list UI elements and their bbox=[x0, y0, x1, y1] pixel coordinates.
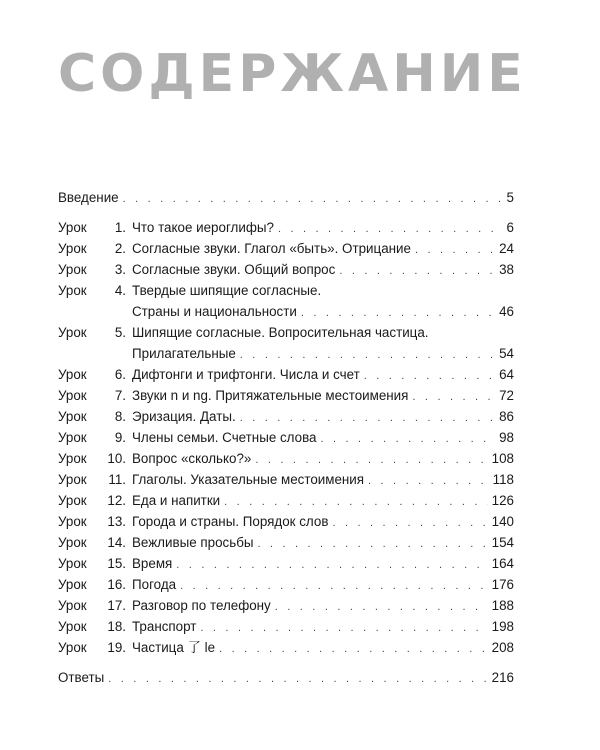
leader-dots bbox=[368, 471, 489, 492]
lesson-word: Урок bbox=[58, 451, 87, 466]
lesson-list bbox=[58, 217, 514, 658]
lesson-number: 14. bbox=[107, 535, 126, 550]
toc-entry-lesson bbox=[58, 322, 514, 364]
lesson-title: Разговор по телефону bbox=[132, 598, 271, 613]
toc-entry-lesson bbox=[58, 259, 514, 280]
lesson-word: Урок bbox=[58, 493, 87, 508]
lesson-word: Урок bbox=[58, 388, 87, 403]
lesson-number: 13. bbox=[107, 514, 126, 529]
toc-page-number: 216 bbox=[491, 670, 514, 685]
lesson-title: Звуки n и ng. Притяжательные местоимения bbox=[132, 388, 409, 403]
lesson-title: Согласные звуки. Глагол «быть». Отрицание bbox=[132, 241, 411, 256]
leader-dots bbox=[200, 618, 487, 639]
toc-page-number: 86 bbox=[499, 409, 514, 424]
leader-dots bbox=[176, 555, 487, 576]
toc-entry-lesson bbox=[58, 616, 514, 637]
toc-page-number: 72 bbox=[499, 388, 514, 403]
toc-entry-lesson bbox=[58, 217, 514, 238]
lesson-title: Что такое иероглифы? bbox=[132, 220, 274, 235]
table-of-contents bbox=[58, 187, 514, 688]
lesson-title: Эризация. Даты. bbox=[132, 409, 236, 424]
lesson-number: 1. bbox=[114, 220, 126, 235]
toc-entry-lesson bbox=[58, 574, 514, 595]
lesson-word: Урок bbox=[58, 430, 87, 445]
lesson-number: 2. bbox=[114, 241, 126, 256]
lesson-number: 19. bbox=[107, 640, 126, 655]
lesson-word: Урок bbox=[58, 367, 87, 382]
lesson-number: 9. bbox=[114, 430, 126, 445]
lesson-title: Транспорт bbox=[132, 619, 197, 634]
lesson-word: Урок bbox=[58, 325, 87, 340]
lesson-number: 18. bbox=[107, 619, 126, 634]
toc-entry-lesson bbox=[58, 406, 514, 427]
lesson-number: 17. bbox=[107, 598, 126, 613]
toc-page-number: 54 bbox=[499, 346, 514, 361]
toc-page-number: 126 bbox=[491, 493, 514, 508]
leader-dots bbox=[108, 669, 487, 690]
lesson-word: Урок bbox=[58, 535, 87, 550]
leader-dots bbox=[255, 450, 487, 471]
leader-dots bbox=[415, 240, 495, 261]
leader-dots bbox=[123, 189, 503, 210]
leader-dots bbox=[240, 408, 495, 429]
toc-page-number: 198 bbox=[491, 619, 514, 634]
lesson-title: Еда и напитки bbox=[132, 493, 221, 508]
lesson-title: Время bbox=[132, 556, 173, 571]
toc-entry-lesson bbox=[58, 448, 514, 469]
lesson-number: 16. bbox=[107, 577, 126, 592]
lesson-title: Дифтонги и трифтонги. Числа и счет bbox=[132, 367, 360, 382]
toc-page-number: 164 bbox=[491, 556, 514, 571]
page-title: СОДЕРЖАНИЕ bbox=[58, 44, 527, 104]
toc-page-number: 118 bbox=[492, 472, 514, 487]
toc-entry-lesson bbox=[58, 637, 514, 658]
toc-entry-lesson bbox=[58, 469, 514, 490]
leader-dots bbox=[275, 597, 488, 618]
toc-page-number: 64 bbox=[499, 367, 514, 382]
lesson-title: Глаголы. Указательные местоимения bbox=[132, 472, 365, 487]
lesson-word: Урок bbox=[58, 556, 87, 571]
toc-entry-lesson bbox=[58, 427, 514, 448]
toc-entry-intro bbox=[58, 187, 514, 208]
toc-entry-lesson bbox=[58, 511, 514, 532]
lesson-word: Урок bbox=[58, 577, 87, 592]
toc-page-number: 140 bbox=[491, 514, 514, 529]
toc-entry-label: Ответы bbox=[58, 670, 105, 685]
toc-page-number: 108 bbox=[491, 451, 514, 466]
leader-dots bbox=[339, 261, 495, 282]
leader-dots bbox=[219, 639, 488, 660]
lesson-title: Города и страны. Порядок слов bbox=[132, 514, 329, 529]
lesson-title: Твердые шипящие согласные. bbox=[132, 283, 322, 298]
lesson-word: Урок bbox=[58, 262, 87, 277]
lesson-title: Погода bbox=[132, 577, 177, 592]
lesson-title: Прилагательные bbox=[132, 346, 236, 361]
lesson-number: 6. bbox=[114, 367, 126, 382]
lesson-title: Частица 了 le bbox=[132, 640, 216, 655]
lesson-number: 8. bbox=[114, 409, 126, 424]
toc-entry-lesson bbox=[58, 553, 514, 574]
leader-dots bbox=[364, 366, 495, 387]
toc-entry-lesson bbox=[58, 490, 514, 511]
leader-dots bbox=[180, 576, 488, 597]
lesson-number: 7. bbox=[114, 388, 126, 403]
lesson-word: Урок bbox=[58, 619, 87, 634]
lesson-number: 5. bbox=[114, 325, 126, 340]
leader-dots bbox=[240, 345, 495, 366]
toc-page-number: 208 bbox=[491, 640, 514, 655]
leader-dots bbox=[224, 492, 487, 513]
lesson-title: Согласные звуки. Общий вопрос bbox=[132, 262, 336, 277]
toc-page-number: 6 bbox=[506, 220, 514, 235]
toc-page-number: 24 bbox=[499, 241, 514, 256]
toc-page-number: 46 bbox=[499, 304, 514, 319]
leader-dots bbox=[301, 303, 495, 324]
lesson-word: Урок bbox=[58, 640, 87, 655]
toc-entry-lesson bbox=[58, 238, 514, 259]
toc-page-number: 98 bbox=[499, 430, 514, 445]
lesson-number: 3. bbox=[114, 262, 126, 277]
toc-entry-lesson bbox=[58, 595, 514, 616]
toc-page-number: 176 bbox=[491, 577, 514, 592]
lesson-title: Вежливые просьбы bbox=[132, 535, 254, 550]
lesson-number: 15. bbox=[107, 556, 126, 571]
leader-dots bbox=[321, 429, 496, 450]
toc-page-number: 38 bbox=[499, 262, 514, 277]
leader-dots bbox=[332, 513, 487, 534]
toc-entry-lesson bbox=[58, 364, 514, 385]
lesson-word: Урок bbox=[58, 283, 87, 298]
lesson-word: Урок bbox=[58, 472, 87, 487]
lesson-title: Страны и национальности bbox=[132, 304, 297, 319]
lesson-title: Члены семьи. Счетные слова bbox=[132, 430, 317, 445]
lesson-word: Урок bbox=[58, 598, 87, 613]
toc-page-number: 5 bbox=[506, 190, 514, 205]
toc-entry-lesson bbox=[58, 280, 514, 322]
leader-dots bbox=[258, 534, 488, 555]
toc-page-number: 188 bbox=[491, 598, 514, 613]
lesson-number: 10. bbox=[107, 451, 126, 466]
lesson-title: Вопрос «сколько?» bbox=[132, 451, 252, 466]
lesson-title: Шипящие согласные. Вопросительная частица. bbox=[132, 325, 429, 340]
lesson-number: 12. bbox=[107, 493, 126, 508]
lesson-number: 11. bbox=[108, 472, 126, 487]
toc-page-number: 154 bbox=[491, 535, 514, 550]
lesson-word: Урок bbox=[58, 241, 87, 256]
toc-entry-label: Введение bbox=[58, 190, 119, 205]
lesson-word: Урок bbox=[58, 409, 87, 424]
leader-dots bbox=[278, 219, 503, 240]
lesson-word: Урок bbox=[58, 514, 87, 529]
leader-dots bbox=[412, 387, 495, 408]
toc-entry-lesson bbox=[58, 385, 514, 406]
lesson-word: Урок bbox=[58, 220, 87, 235]
lesson-number: 4. bbox=[114, 283, 126, 298]
toc-entry-answers bbox=[58, 667, 514, 688]
toc-entry-lesson bbox=[58, 532, 514, 553]
